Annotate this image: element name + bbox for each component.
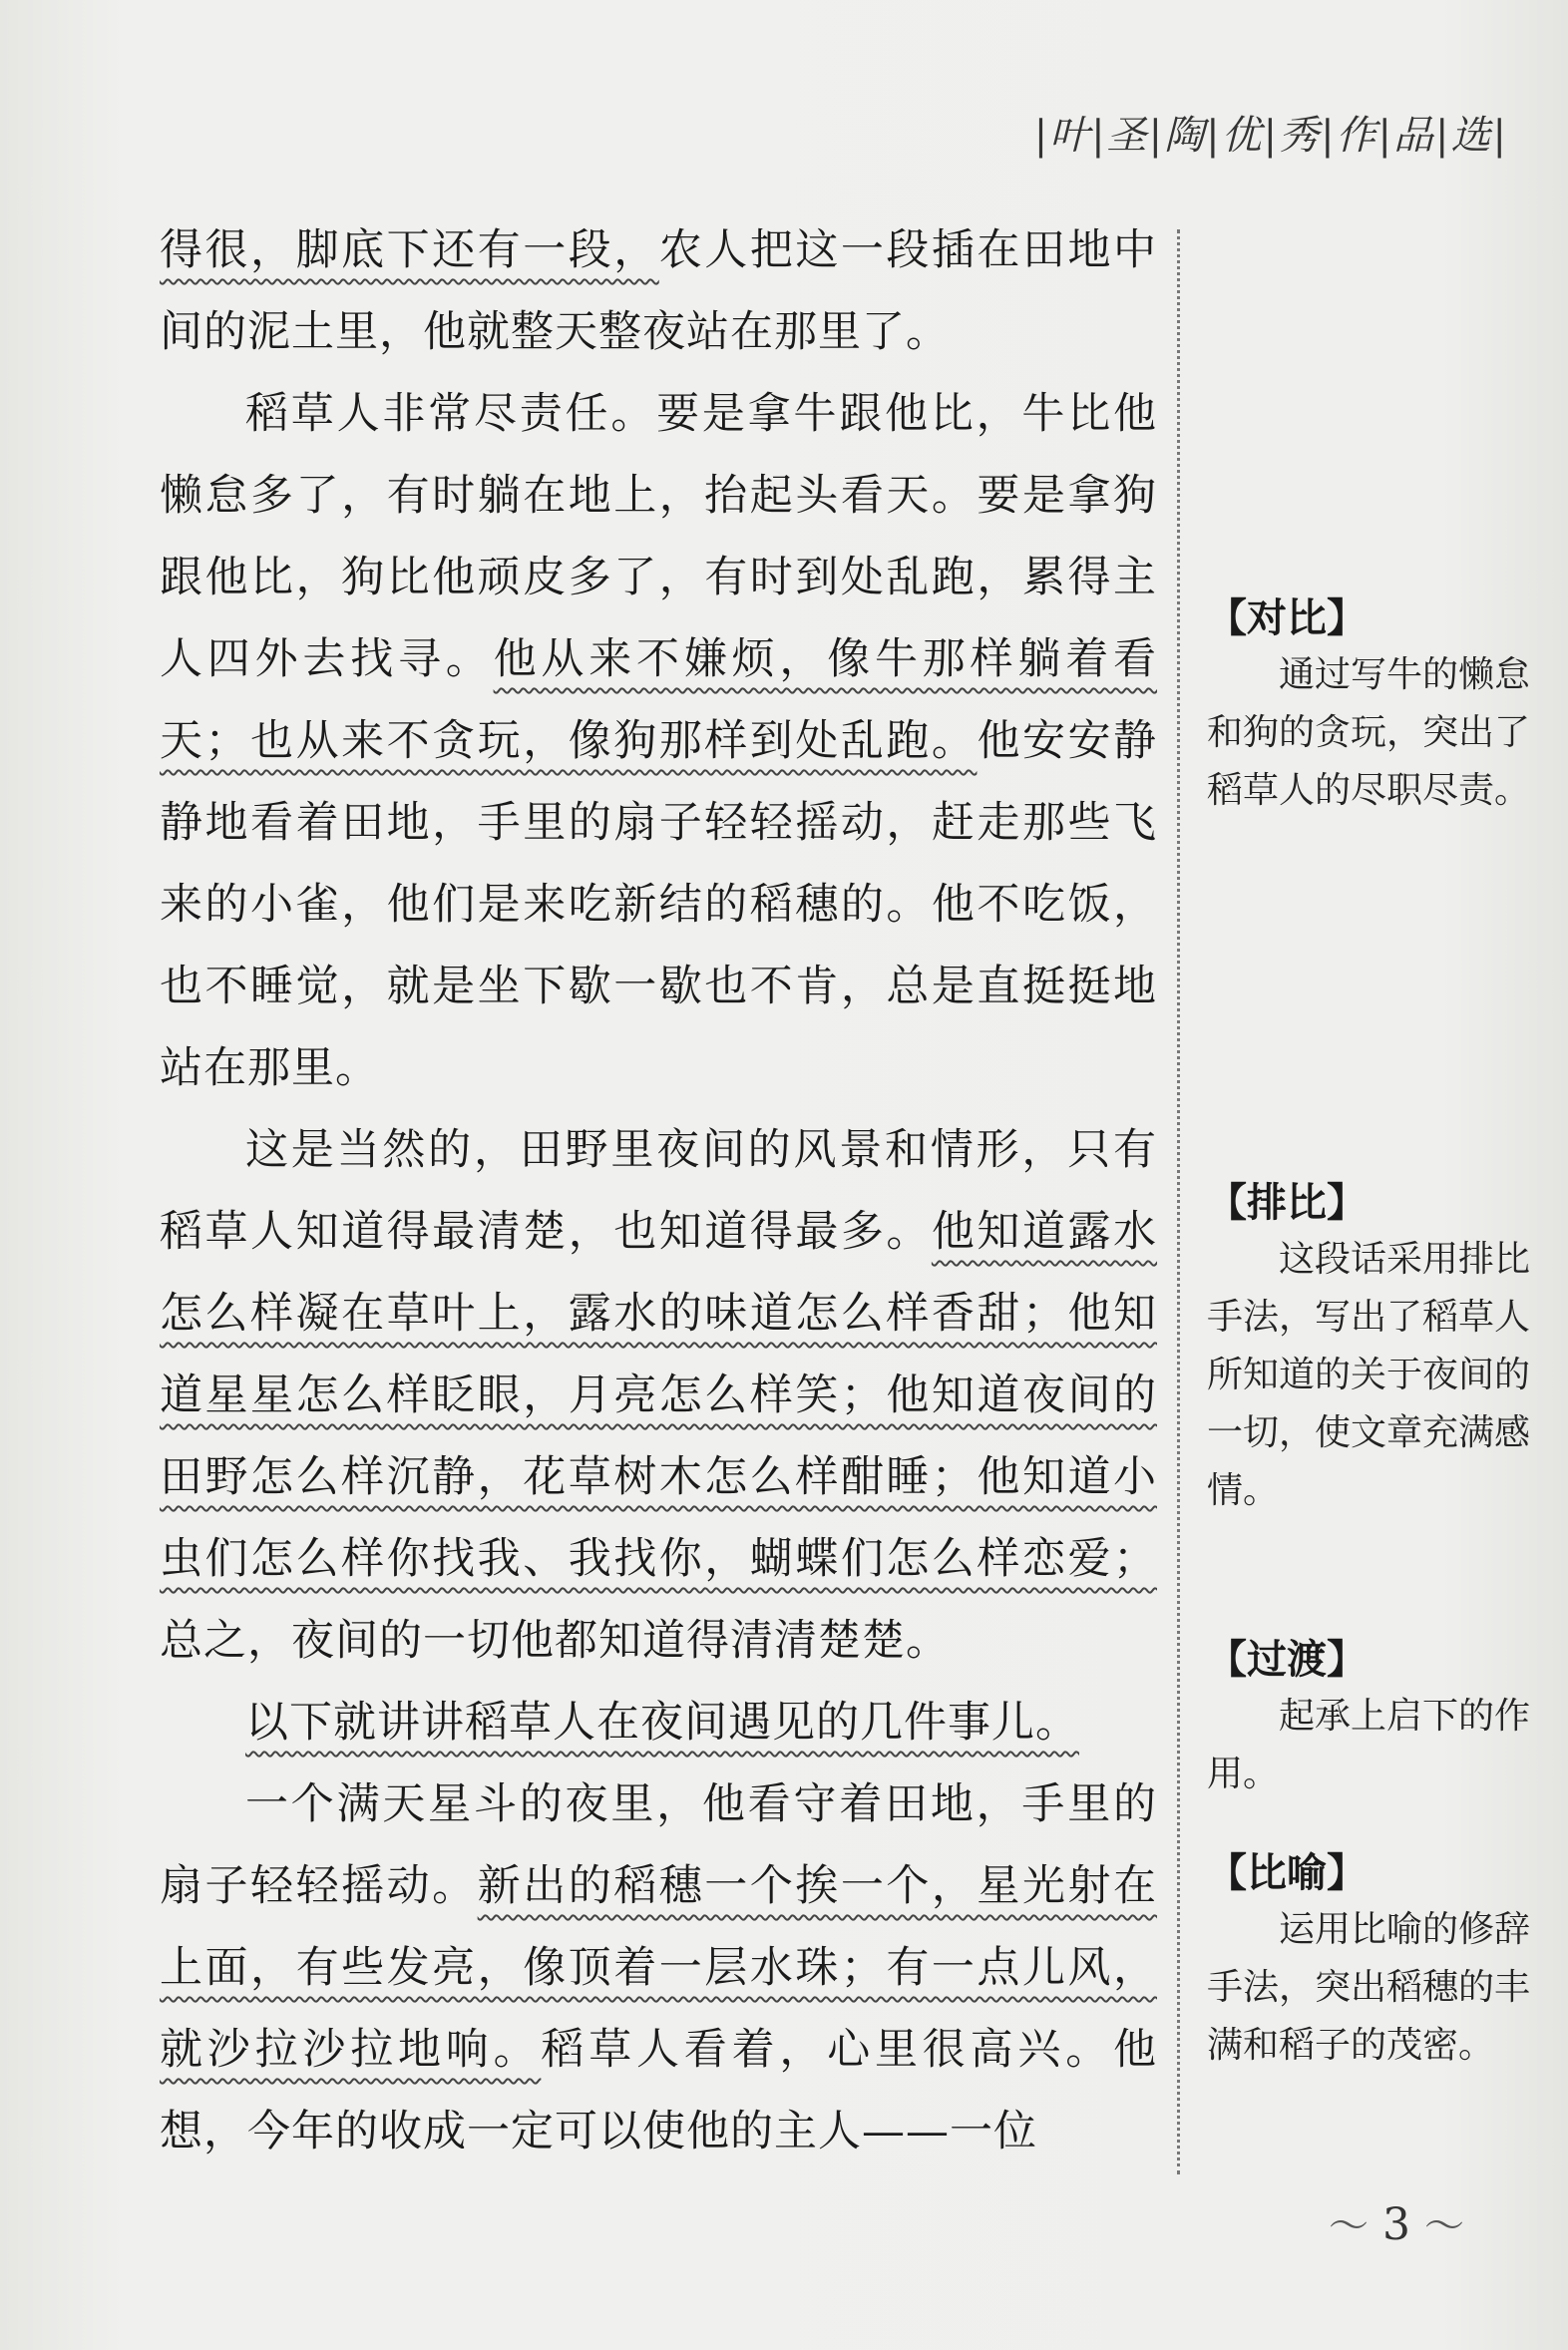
paragraph-4 bbox=[160, 1682, 1157, 1763]
paragraph-2 bbox=[160, 373, 1157, 1109]
ornament-left: 〜 bbox=[1329, 2203, 1369, 2249]
note-body: 起承上启下的作用。 bbox=[1207, 1696, 1531, 1794]
paragraph-5 bbox=[160, 1763, 1157, 2172]
paragraph-3 bbox=[160, 1109, 1157, 1682]
column-divider bbox=[1177, 229, 1180, 2174]
note-parallelism bbox=[1207, 1175, 1536, 1520]
note-body: 这段话采用排比手法，写出了稻草人所知道的关于夜间的一切，使文章充满感情。 bbox=[1207, 1239, 1531, 1511]
note-body: 运用比喻的修辞手法，突出稻穗的丰满和稻子的茂密。 bbox=[1207, 1909, 1531, 2066]
note-title: 【过渡】 bbox=[1207, 1636, 1367, 1683]
paragraph-1 bbox=[160, 209, 1157, 373]
running-title bbox=[1034, 104, 1508, 161]
text-run: 稻草人看着，心里很高兴。他想，今年的收成一定可以使他的主人——一位 bbox=[160, 2025, 1158, 2156]
note-metaphor bbox=[1207, 1845, 1536, 2075]
page-number-text: 3 bbox=[1382, 2199, 1410, 2250]
underlined-phrase: 新出的稻穗一个挨一个，星光射在上面，有些发亮，像顶着一层水珠；有一点儿风，就沙拉沙拉地响。 bbox=[160, 1861, 1158, 2075]
page-number bbox=[1315, 2194, 1478, 2251]
note-body: 通过写牛的懒怠和狗的贪玩，突出了稻草人的尽职尽责。 bbox=[1207, 654, 1531, 811]
underlined-phrase: 得很，脚底下还有一段， bbox=[160, 225, 659, 275]
ornament-right: 〜 bbox=[1424, 2203, 1464, 2249]
note-title: 【排比】 bbox=[1207, 1179, 1367, 1226]
text-run: 农人把这一段插在田地中间的泥土里，他就整天整夜站在那里了。 bbox=[160, 225, 1158, 357]
underlined-phrase: 以下就讲讲稻草人在夜间遇见的几件事儿。 bbox=[245, 1698, 1079, 1748]
underlined-phrase: 他从来不嫌烦，像牛那样躺着看天；也从来不贪玩，像狗那样到处乱跑。 bbox=[160, 634, 1158, 766]
text-run: 他安安静静地看着田地，手里的扇子轻轻摇动，赶走那些飞来的小雀，他们是来吃新结的稻穗的。他不吃饭，也不睡觉，就是坐下歇一歇也不肯，总是直挺挺地站在那里。 bbox=[160, 716, 1158, 1093]
note-transition bbox=[1207, 1632, 1536, 1803]
main-text bbox=[160, 209, 1157, 2172]
text-run: 这是当然的，田野里夜间的风景和情形，只有稻草人知道得最清楚，也知道得最多。 bbox=[160, 1125, 1157, 1257]
underlined-phrase: 他知道露水怎么样凝在草叶上，露水的味道怎么样香甜；他知道星星怎么样眨眼，月亮怎么样笑；他知道夜间的田野怎么样沉静，花草树木怎么样酣睡；他知道小虫们怎么样你找我、我找你，蝴蝶们怎么样恋爱； bbox=[160, 1207, 1158, 1584]
running-title-text: |叶|圣|陶|优|秀|作|品|选| bbox=[1033, 113, 1508, 159]
text-run: 总之，夜间的一切他都知道得清清楚楚。 bbox=[160, 1616, 950, 1666]
note-title: 【对比】 bbox=[1207, 594, 1367, 641]
text-run: 稻草人非常尽责任。要是拿牛跟他比，牛比他懒怠多了，有时躺在地上，抬起头看天。要是拿狗跟他比，狗比他顽皮多了，有时到处乱跑，累得主人四外去找寻。 bbox=[160, 389, 1157, 684]
text-run: 一个满天星斗的夜里，他看守着田地，手里的扇子轻轻摇动。 bbox=[160, 1779, 1157, 1911]
note-contrast bbox=[1207, 590, 1536, 820]
note-title: 【比喻】 bbox=[1207, 1849, 1367, 1896]
